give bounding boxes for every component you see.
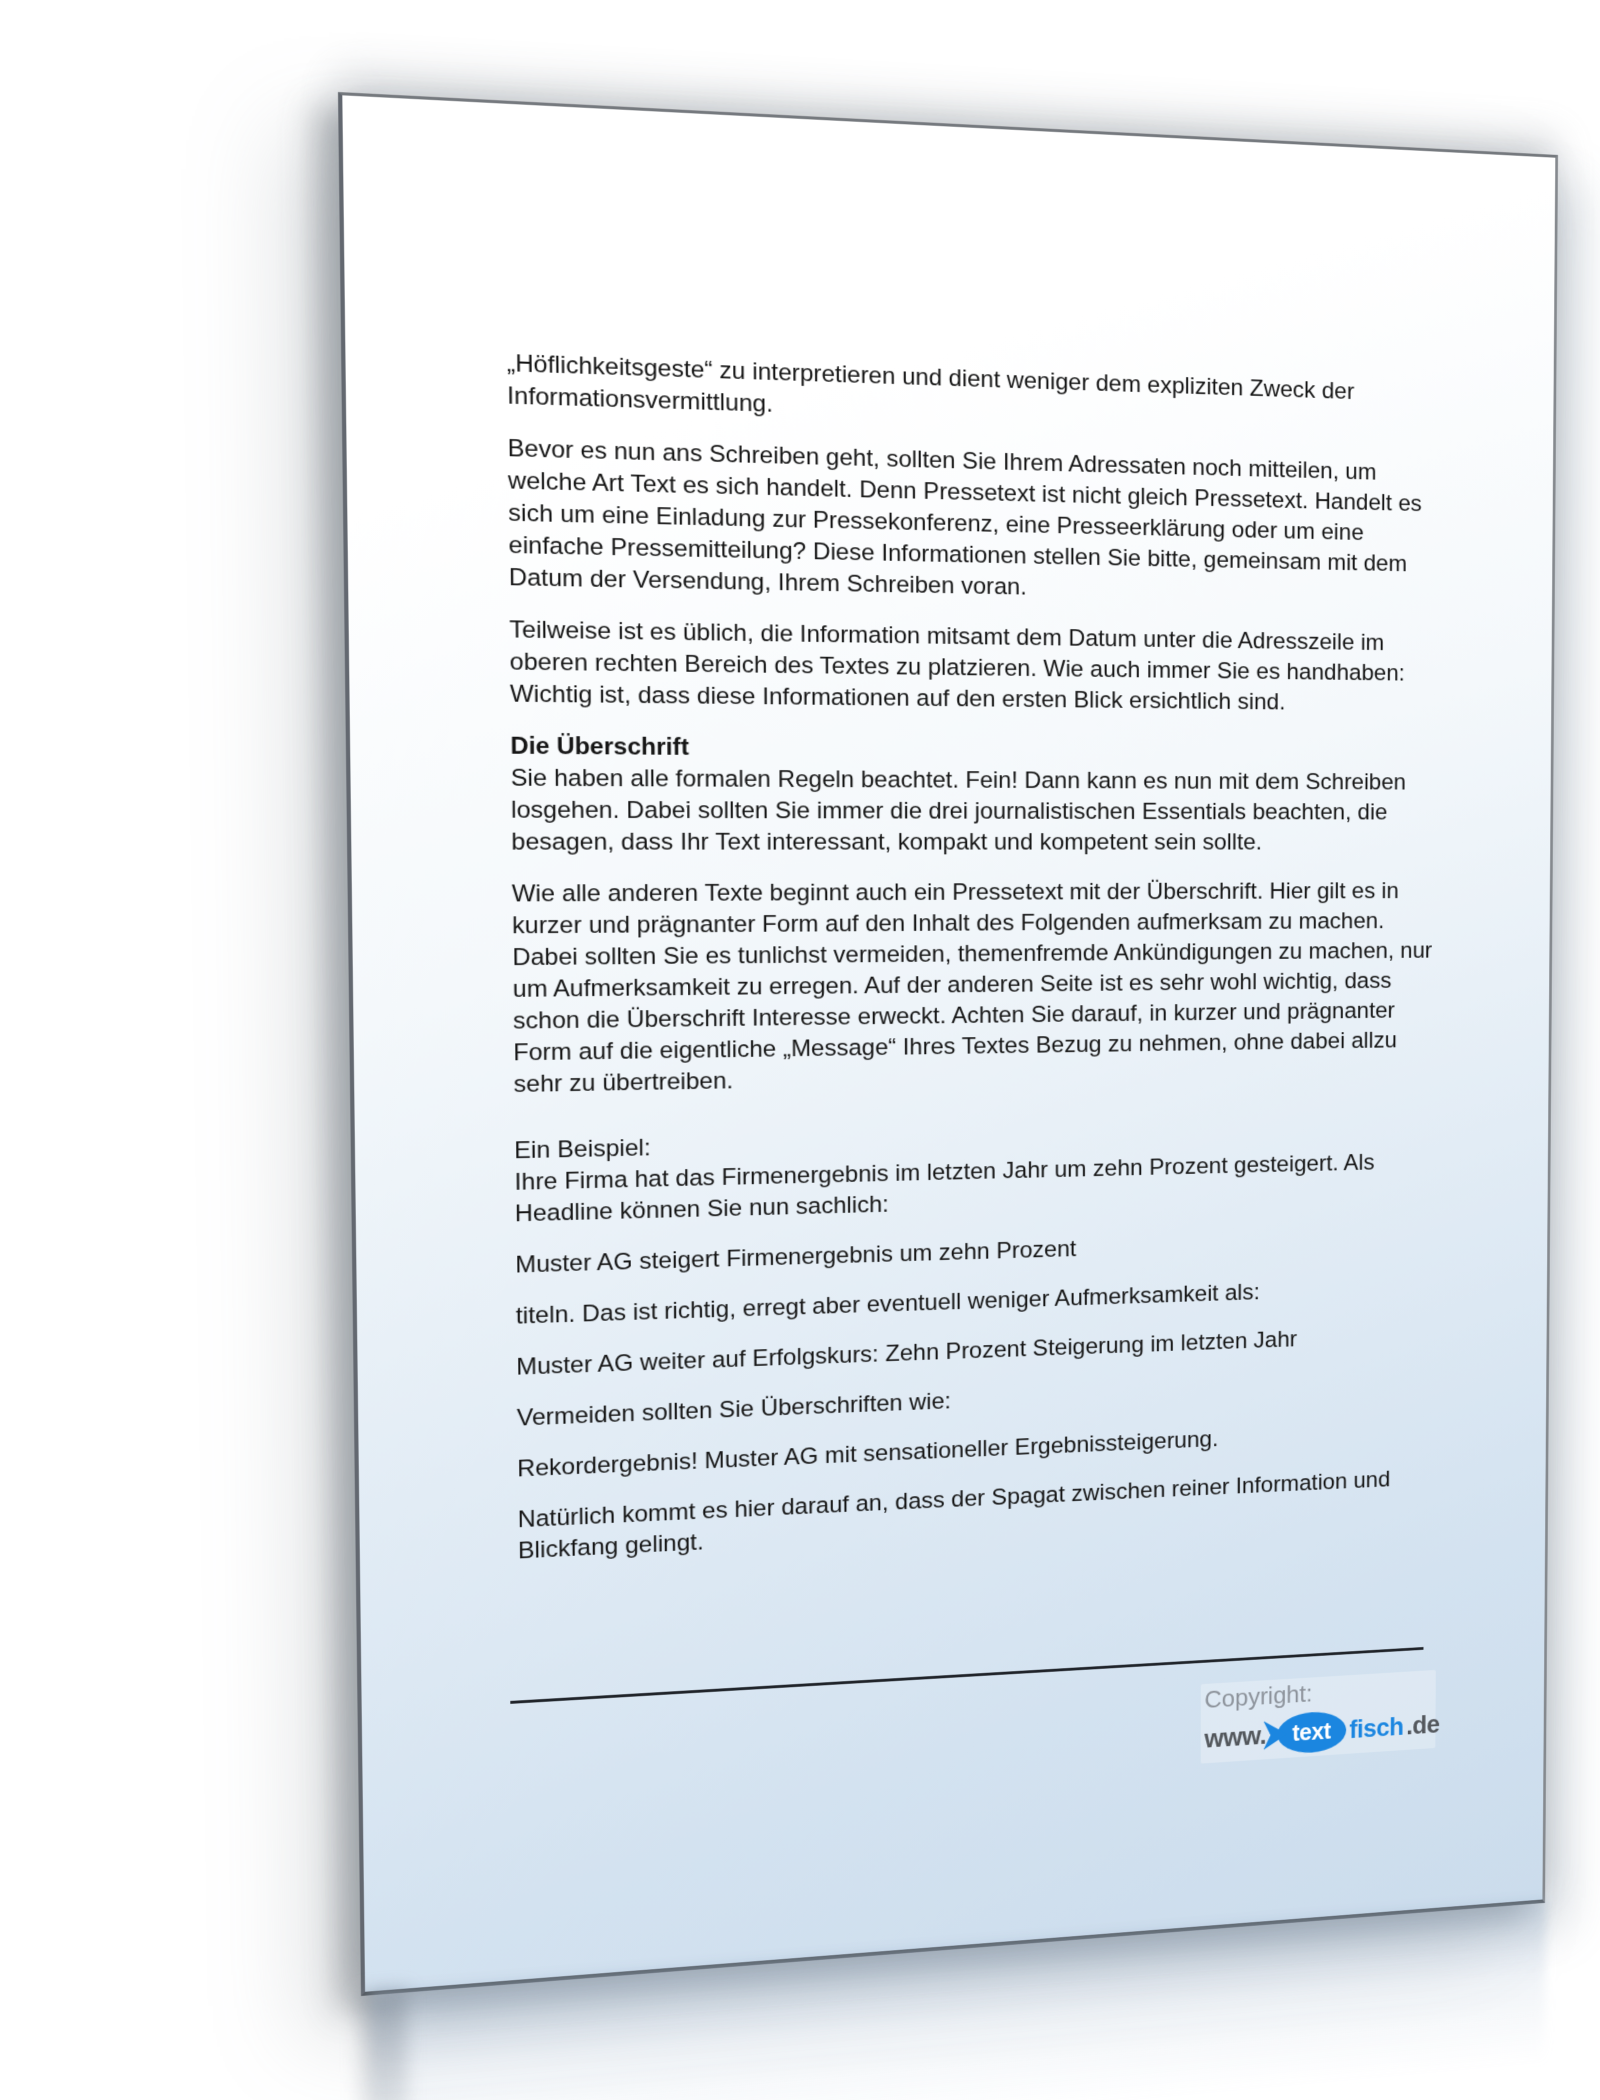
footer — [1201, 1670, 1440, 1764]
textfisch-fish-icon — [1277, 1710, 1346, 1755]
paragraph-4: Sie haben alle formalen Regeln beachtet. Fein! Dann kann es nun mit dem Schreiben losgehen. Dabei sollten Sie immer die drei journalistischen Essentials beachten, die besagen, dass Ihr Text interessant, kompakt und kompetent sein sollte. — [510, 764, 1407, 856]
headline-example-3: Rekordergebnis! Muster AG mit sensationeller Ergebnissteigerung. — [517, 1426, 1219, 1483]
corner-shadow-streak — [359, 1989, 409, 2100]
paragraph-1: „Höflichkeitsgeste“ zu interpretieren und dient weniger dem expliziten Zweck der Informationsvermittlung. — [506, 349, 1355, 418]
fish-tail-icon — [1263, 1718, 1287, 1751]
logo-fish-word: text — [1292, 1717, 1331, 1747]
logo-www-text: www. — [1204, 1721, 1267, 1753]
copyright-label: Copyright: — [1204, 1679, 1313, 1714]
paragraph-12: Natürlich kommt es hier darauf an, dass der Spagat zwischen reiner Information und Blickfang gelingt. — [517, 1466, 1391, 1565]
headline-example-2: Muster AG weiter auf Erfolgskurs: Zehn Prozent Steigerung im letzten Jahr — [516, 1326, 1298, 1381]
logo-tld-text: .de — [1406, 1710, 1440, 1740]
paragraph-8: titeln. Das ist richtig, erregt aber eventuell weniger Aufmerksamkeit als: — [515, 1279, 1260, 1330]
headline-example-1: Muster AG steigert Firmenergebnis um zehn Prozent — [515, 1236, 1077, 1279]
section-heading: Die Überschrift — [510, 732, 690, 761]
paragraph-2: Bevor es nun ans Schreiben geht, sollten Sie Ihrem Adressaten noch mitteilen, um welche Art Text es sich handelt. Denn Pressetext ist nicht gleich Pressetext. Handelt es sich um eine Einladung zur Pressekonferenz, eine Presseerklärung oder um eine einfache Pressemitteilung? Diese Informationen stellen Sie bitte, gemeinsam mit dem Datum der Versendung, Ihrem Schreiben voran. — [507, 434, 1422, 601]
paragraph-10: Vermeiden sollten Sie Überschriften wie: — [516, 1388, 952, 1432]
textfisch-logo — [1204, 1703, 1440, 1762]
paragraph-3: Teilweise ist es üblich, die Information mitsamt dem Datum unter die Adresszeile im oberen rechten Bereich des Textes zu platzieren. Wie auch immer Sie es handhaben: Wichtig ist, dass diese Informationen auf den ersten Blick ersichtlich sind. — [509, 616, 1405, 716]
paragraph-example-intro: Ein Beispiel: Ihre Firma hat das Firmenergebnis im letzten Jahr um zehn Prozent gesteigert. Als Headline können Sie nun sachlich: — [514, 1134, 1375, 1228]
document-page — [338, 92, 1558, 1996]
page-content — [507, 348, 1510, 1587]
page-reflection — [371, 1899, 1546, 2100]
logo-fisch-text: fisch — [1349, 1712, 1404, 1744]
paragraph-5: Wie alle anderen Texte beginnt auch ein Pressetext mit der Überschrift. Hier gilt es in kurzer und prägnanter Form auf den Inhalt des Folgenden aufmerksam zu machen. Dabei sollten Sie es tunlichst vermeiden, themenfremde Ankündigungen zu machen, nur um Aufmerksamkeit zu erregen. Auf der anderen Seite ist es sehr wohl wichtig, dass schon die Überschrift Interesse erweckt. Achten Sie darauf, in kurzer und prägnanter Form auf die eigentliche „Message“ Ihres Textes Bezug zu nehmen, ohne dabei allzu sehr zu übertreiben. — [511, 878, 1433, 1098]
